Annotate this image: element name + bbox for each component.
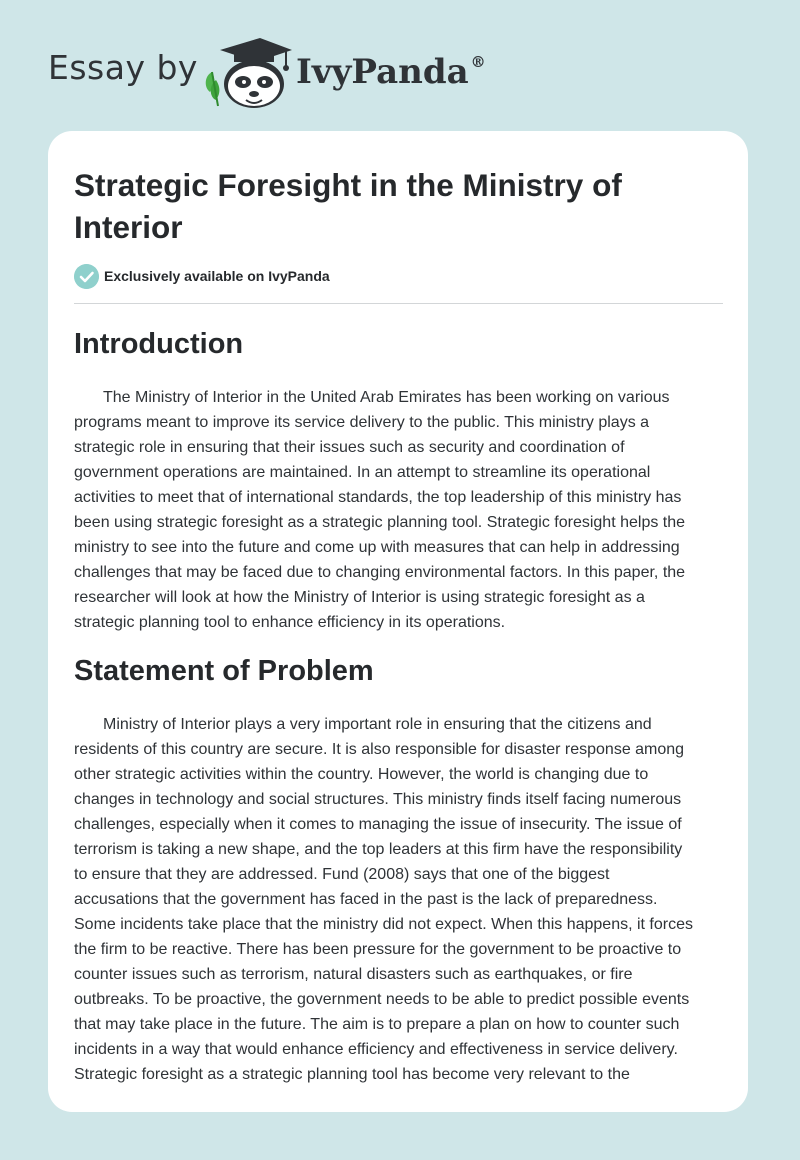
- paragraph-line: counter issues such as terrorism, natural disasters such as earthquakes, or fire: [74, 966, 633, 983]
- paragraph-line: that may take place in the future. The aim is to prepare a plan on how to counter such: [74, 1016, 680, 1033]
- paragraph-line: changes in technology and social structures. This ministry finds itself facing numerous: [74, 791, 682, 808]
- check-icon: [74, 264, 99, 289]
- exclusive-badge: [74, 263, 330, 289]
- divider: [74, 303, 723, 304]
- paragraph-line: accusations that the government has faced in the past is the lack of preparedness.: [74, 891, 658, 908]
- paragraph-line: to ensure that they are addressed. Fund (2008) says that one of the biggest: [74, 866, 610, 883]
- brand-label: IvyPanda: [296, 52, 469, 92]
- title-line: Interior: [74, 209, 183, 245]
- paragraph-line: been using strategic foresight as a strategic planning tool. Strategic foresight helps the: [74, 514, 686, 531]
- paragraph-line: strategic planning tool to enhance efficiency in its operations.: [74, 614, 506, 631]
- paragraph-line: government operations are maintained. In an attempt to streamline its operational: [74, 464, 651, 481]
- paragraph-line: terrorism is taking a new shape, and the top leaders at this firm have the responsibility: [74, 841, 683, 858]
- essay-title: [74, 164, 714, 248]
- essay-card: [48, 131, 748, 1112]
- paragraph-line: Some incidents take place that the ministry did not expect. When this happens, it forces: [74, 916, 693, 933]
- paragraph-line: residents of this country are secure. It is also responsible for disaster response among: [74, 741, 685, 758]
- paragraph-line: incidents in a way that would enhance efficiency and effectiveness in service delivery.: [74, 1041, 678, 1058]
- paragraph-line: activities to meet that of international standards, the top leadership of this ministry has: [74, 489, 682, 506]
- paragraph-line: the firm to be reactive. There has been pressure for the government to be proactive to: [74, 941, 682, 958]
- registered-mark: ®: [470, 53, 486, 71]
- essay-by-label: Essay by: [48, 48, 198, 87]
- paragraph-statement-of-problem: [74, 712, 724, 1087]
- site-header: [0, 0, 800, 120]
- brand-name[interactable]: [296, 52, 486, 92]
- paragraph-line: programs meant to improve its service delivery to the public. This ministry plays a: [74, 414, 650, 431]
- paragraph-line: Strategic foresight as a strategic planning tool has become very relevant to the: [74, 1066, 630, 1083]
- paragraph-line: other strategic activities within the country. However, the world is changing due to: [74, 766, 649, 783]
- paragraph-line: ministry to see into the future and come up with measures that can help in addressing: [74, 539, 680, 556]
- badge-text: Exclusively available on IvyPanda: [104, 268, 330, 284]
- paragraph-line: The Ministry of Interior in the United Arab Emirates has been working on various: [103, 389, 670, 406]
- paragraph-line: strategic role in ensuring that their issues such as security and coordination of: [74, 439, 625, 456]
- paragraph-line: outbreaks. To be proactive, the government needs to be able to predict possible events: [74, 991, 690, 1008]
- paragraph-line: researcher will look at how the Ministry of Interior is using strategic foresight as a: [74, 589, 645, 606]
- paragraph-line: challenges, especially when it comes to managing the issue of insecurity. The issue of: [74, 816, 682, 833]
- section-heading-introduction: Introduction: [74, 328, 244, 360]
- section-heading-statement-of-problem: Statement of Problem: [74, 655, 374, 687]
- title-line: Strategic Foresight in the Ministry of: [74, 167, 622, 203]
- paragraph-introduction: [74, 385, 724, 635]
- paragraph-line: challenges that may be faced due to changing environmental factors. In this paper, the: [74, 564, 686, 581]
- panda-logo-icon[interactable]: [200, 36, 296, 110]
- paragraph-line: Ministry of Interior plays a very important role in ensuring that the citizens and: [103, 716, 652, 733]
